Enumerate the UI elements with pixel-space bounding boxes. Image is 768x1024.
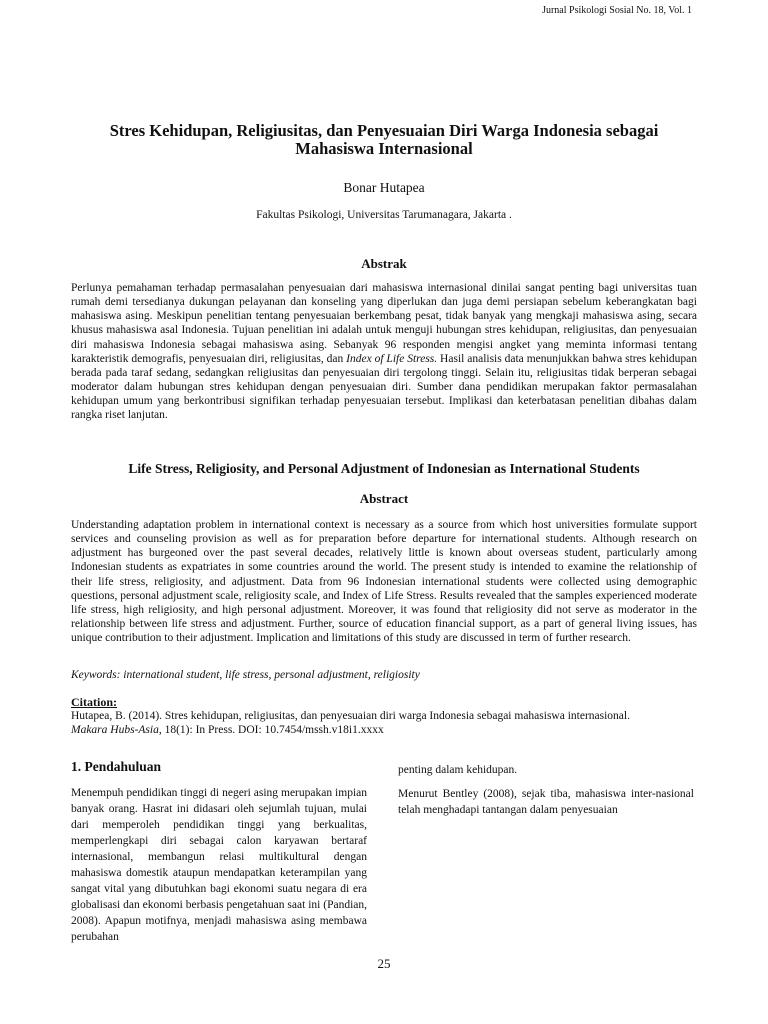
paper-title: Stres Kehidupan, Religiusitas, dan Penyesuaian Diri Warga Indonesia sebagai Mahasiswa Internasional bbox=[109, 121, 659, 158]
abstract-body: Understanding adaptation problem in international context is necessary as a source from which host universities formulate support services and counseling provision as well as for preparation before departure for international students. Although research on adjustment has burgeoned over the past several decades, relatively little is known about overseas student, particularly among Indonesian students as expatriates in some countries around the world. The present study is intended to examine the relationship of their life stress, religiosity, and adjustment. Data from 96 Indonesian international students were collected using demographic questions, personal adjustment scale, religiosity scale, and Index of Life Stress. Results revealed that the samples experienced moderate life stress, high religiosity, and high personal adjustment. Moreover, it was found that religiosity did not serve as moderator in the relationship between life stress and adjustment. Further, source of education financial support, as a part of general living issues, has unique contribution to their adjustment. Implication and limitations of this study are discussed in term of further research. bbox=[71, 519, 697, 645]
keywords bbox=[71, 668, 697, 682]
body-left-column: Menempuh pendidikan tinggi di negeri asing merupakan impian banyak orang. Hasrat ini didasari oleh sejumlah tujuan, mulai dari memperoleh pendidikan tinggi yang berkualitas, memperlengkapi diri sebagai calon karyawan bertaraf internasional, membangun relasi multikultural dengan mahasiswa domestik ataupun mendapatkan keterampilan yang sangat vital yang dibutuhkan bagi ekonomi suatu negara di era globalisasi dan ekonomi berbasis pengetahuan saat ini (Pandian, 2008). Apapun motifnya, menjadi mahasiswa asing membawa perubahan bbox=[71, 787, 367, 943]
abstrak-text-part2: Hasil analisis data menunjukkan bahwa stres kehidupan berada pada taraf sedang, sedangkan religiusitas dan penyesuaian diri tergolong tinggi. Selain itu, religiusitas tidak berperan sebagai moderator dalam hubungan stres kehidupan dengan penyesuaian diri. Sumber dana pendidikan merupakan faktor permasalahan kehidupan umum yang berkontribusi signifikan terhadap penyesuaian tersebut. Implikasi dan keterbatasan penelitian dibahas dalam rangka riset lanjutan. bbox=[71, 352, 697, 422]
citation-label: Citation: bbox=[71, 695, 117, 709]
running-header: Jurnal Psikologi Sosial No. 18, Vol. 1 bbox=[542, 5, 692, 16]
abstract-heading: Abstract bbox=[359, 491, 409, 506]
author-name: Bonar Hutapea bbox=[343, 180, 425, 195]
citation-line-1: Hutapea, B. (2014). Stres kehidupan, religiusitas, dan penyesuaian diri warga Indonesia sebagai mahasiswa internasional. bbox=[71, 710, 630, 722]
body-right-paragraph: Menurut Bentley (2008), sejak tiba, mahasiswa inter-nasional telah menghadapi tantangan dalam penyesuaian bbox=[398, 788, 694, 816]
page-number: 25 bbox=[377, 956, 391, 971]
abstrak-text-part1: Perlunya pemahaman terhadap permasalahan penyesuaian dari mahasiswa internasional dinilai sangat penting bagi universitas tuan rumah demi tersedianya dukungan pelayanan dan konseling yang diperlukan dan juga demi persiapan sebelum keberangkatan bagi mahasiswa asing. Meskipun penelitian tentang penyesuaian berkembang pesat, tidak banyak yang mengkaji mahasiswa asing, secara khusus mahasiswa asal Indonesia. Tujuan penelitian ini adalah untuk menguji hubungan stres kehidupan, religiusitas, dan penyesuaian diri mahasiswa Indonesia sebagai mahasiswa asing. Sebanyak 96 responden mengisi angket yang meminta informasi tentang karakteristik demografis, penyesuaian diri, religiusitas, dan bbox=[71, 282, 697, 365]
citation-journal: Makara Hubs-Asia, bbox=[71, 724, 162, 736]
citation-text bbox=[71, 709, 711, 737]
abstrak-body bbox=[71, 281, 697, 423]
abstrak-italic-term: Index of Life Stress. bbox=[346, 352, 438, 365]
english-title: Life Stress, Religiosity, and Personal Adjustment of Indonesian as International Students bbox=[128, 461, 640, 476]
citation-details: 18(1): In Press. DOI: 10.7454/mssh.v18i1.xxxx bbox=[161, 724, 384, 736]
abstrak-heading: Abstrak bbox=[361, 256, 407, 271]
body-right-continuation: penting dalam kehidupan. bbox=[398, 764, 518, 776]
citation-line-2 bbox=[71, 723, 711, 737]
author-affiliation: Fakultas Psikologi, Universitas Tarumanagara, Jakarta . bbox=[256, 209, 512, 221]
section-heading-introduction: 1. Pendahuluan bbox=[71, 759, 162, 774]
keywords-label: Keywords bbox=[71, 669, 117, 681]
keywords-list: : international student, life stress, personal adjustment, religiosity bbox=[116, 669, 420, 681]
